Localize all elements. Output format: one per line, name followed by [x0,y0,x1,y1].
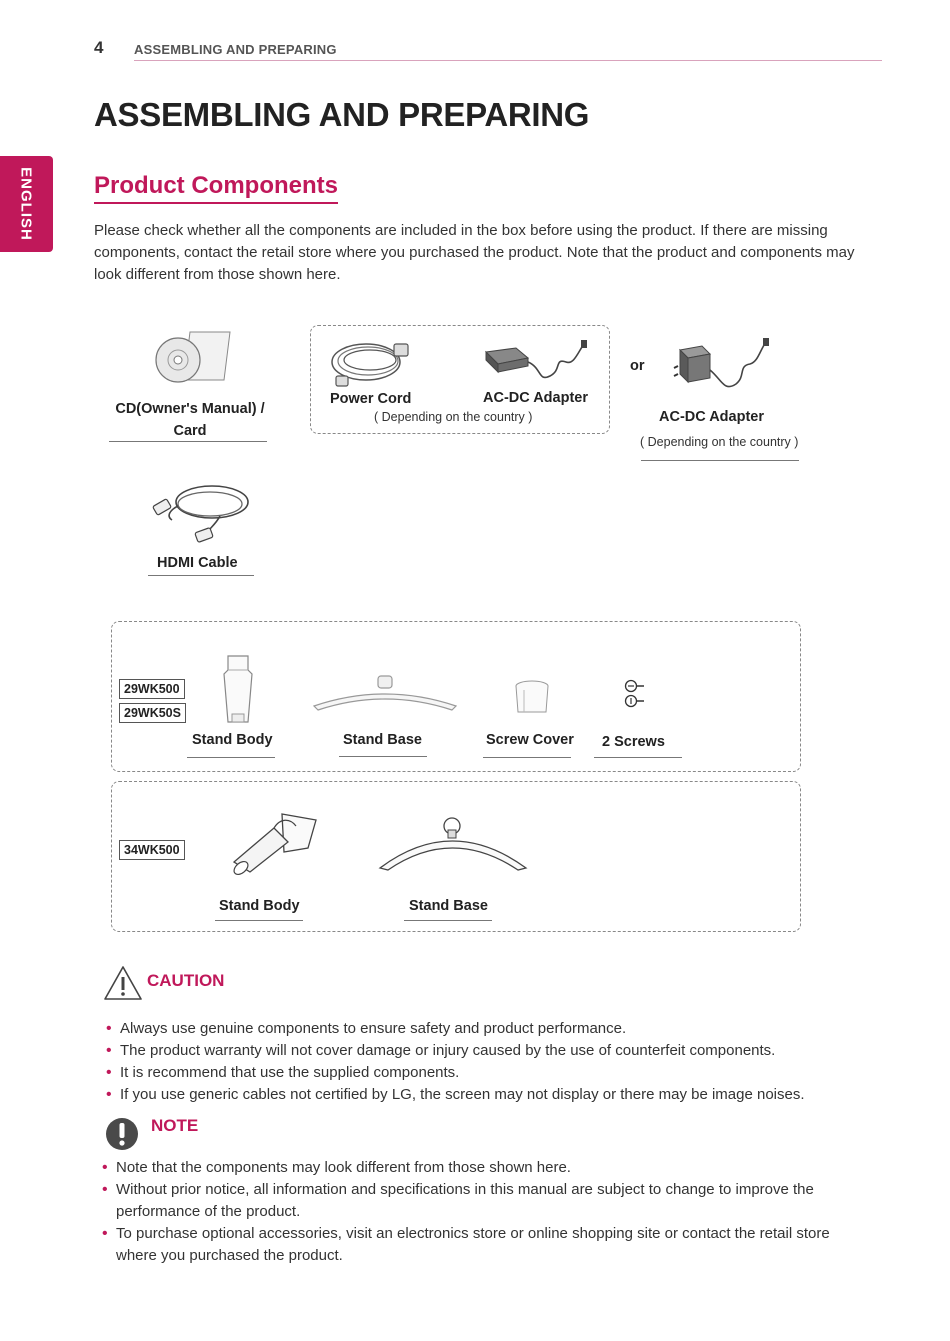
model-badge-34wk500: 34WK500 [119,840,185,860]
screw-cover-underline [483,757,571,758]
caution-list [104,1018,884,1106]
header-rule [134,60,882,61]
screws-illustration [622,678,648,710]
hdmi-cable-illustration [150,480,255,546]
note-item: • Without prior notice, all information and specifications in this manual are subject to change to improve the performance of the product. [100,1179,840,1223]
stand-body-29-underline [187,757,275,758]
section-title: Product Components [94,172,338,204]
caution-item: • Always use genuine components to ensure safety and product performance. [104,1018,884,1040]
wall-adapter-illustration [672,336,772,394]
stand-base-29-underline [339,756,427,757]
stand-base-34-illustration [376,814,530,874]
screws-underline [594,757,682,758]
language-tab [0,156,53,252]
page-number: 4 [94,38,104,57]
cd-card-label: CD(Owner's Manual) / Card [115,401,265,439]
screws-label: 2 Screws [602,734,665,750]
adapter-country-note: ( Depending on the country ) [374,410,533,424]
note-list [100,1157,840,1267]
note-title: NOTE [151,1116,199,1135]
stand-base-29-label: Stand Base [343,732,422,748]
intro-paragraph: Please check whether all the components are included in the box before using the product. If there are missing components, contact the retail store where you purchased the product. Note that the product and components may look different from those shown here. [94,222,855,283]
stand-base-34-underline [404,920,492,921]
adapter-label: AC-DC Adapter [483,390,588,406]
hdmi-underline [148,575,254,576]
stand-body-34-illustration [228,808,322,878]
screw-cover-illustration [512,678,554,718]
adapter-2-label: AC-DC Adapter [659,409,764,425]
or-text: or [630,358,645,374]
running-head: ASSEMBLING AND PREPARING [134,42,337,57]
cd-card-illustration [150,328,235,388]
caution-item: • If you use generic cables not certified by LG, the screen may not display or there may be image noises. [104,1084,884,1106]
caution-item: • The product warranty will not cover damage or injury caused by the use of counterfeit components. [104,1040,884,1062]
adapter-brick-illustration [482,338,592,386]
caution-warning-icon [103,965,143,1001]
stand-body-29-illustration [220,652,256,730]
note-item: • Note that the components may look different from those shown here. [100,1157,840,1179]
adapter-2-underline [641,460,799,461]
stand-body-34-label: Stand Body [219,898,300,914]
model-badge-29wk500: 29WK500 [119,679,185,699]
power-cord-illustration [326,336,416,392]
note-item: • To purchase optional accessories, visit an electronics store or online shopping site or contact the retail store where you purchased the product. [100,1223,840,1267]
page-title: ASSEMBLING AND PREPARING [94,96,590,133]
screw-cover-label: Screw Cover [486,732,574,748]
stand-base-34-label: Stand Base [409,898,488,914]
hdmi-label: HDMI Cable [157,555,238,571]
power-cord-label: Power Cord [330,391,412,407]
stand-body-29-label: Stand Body [192,732,273,748]
note-exclamation-icon [104,1116,140,1152]
model-badge-29wk50s: 29WK50S [119,703,186,723]
stand-body-34-underline [215,920,303,921]
cd-card-underline [109,441,267,442]
language-tab-label: ENGLISH [17,167,35,241]
caution-title: CAUTION [147,971,225,990]
caution-item: • It is recommend that use the supplied components. [104,1062,884,1084]
stand-base-29-illustration [310,674,460,714]
adapter-2-country-note: ( Depending on the country ) [640,435,799,449]
